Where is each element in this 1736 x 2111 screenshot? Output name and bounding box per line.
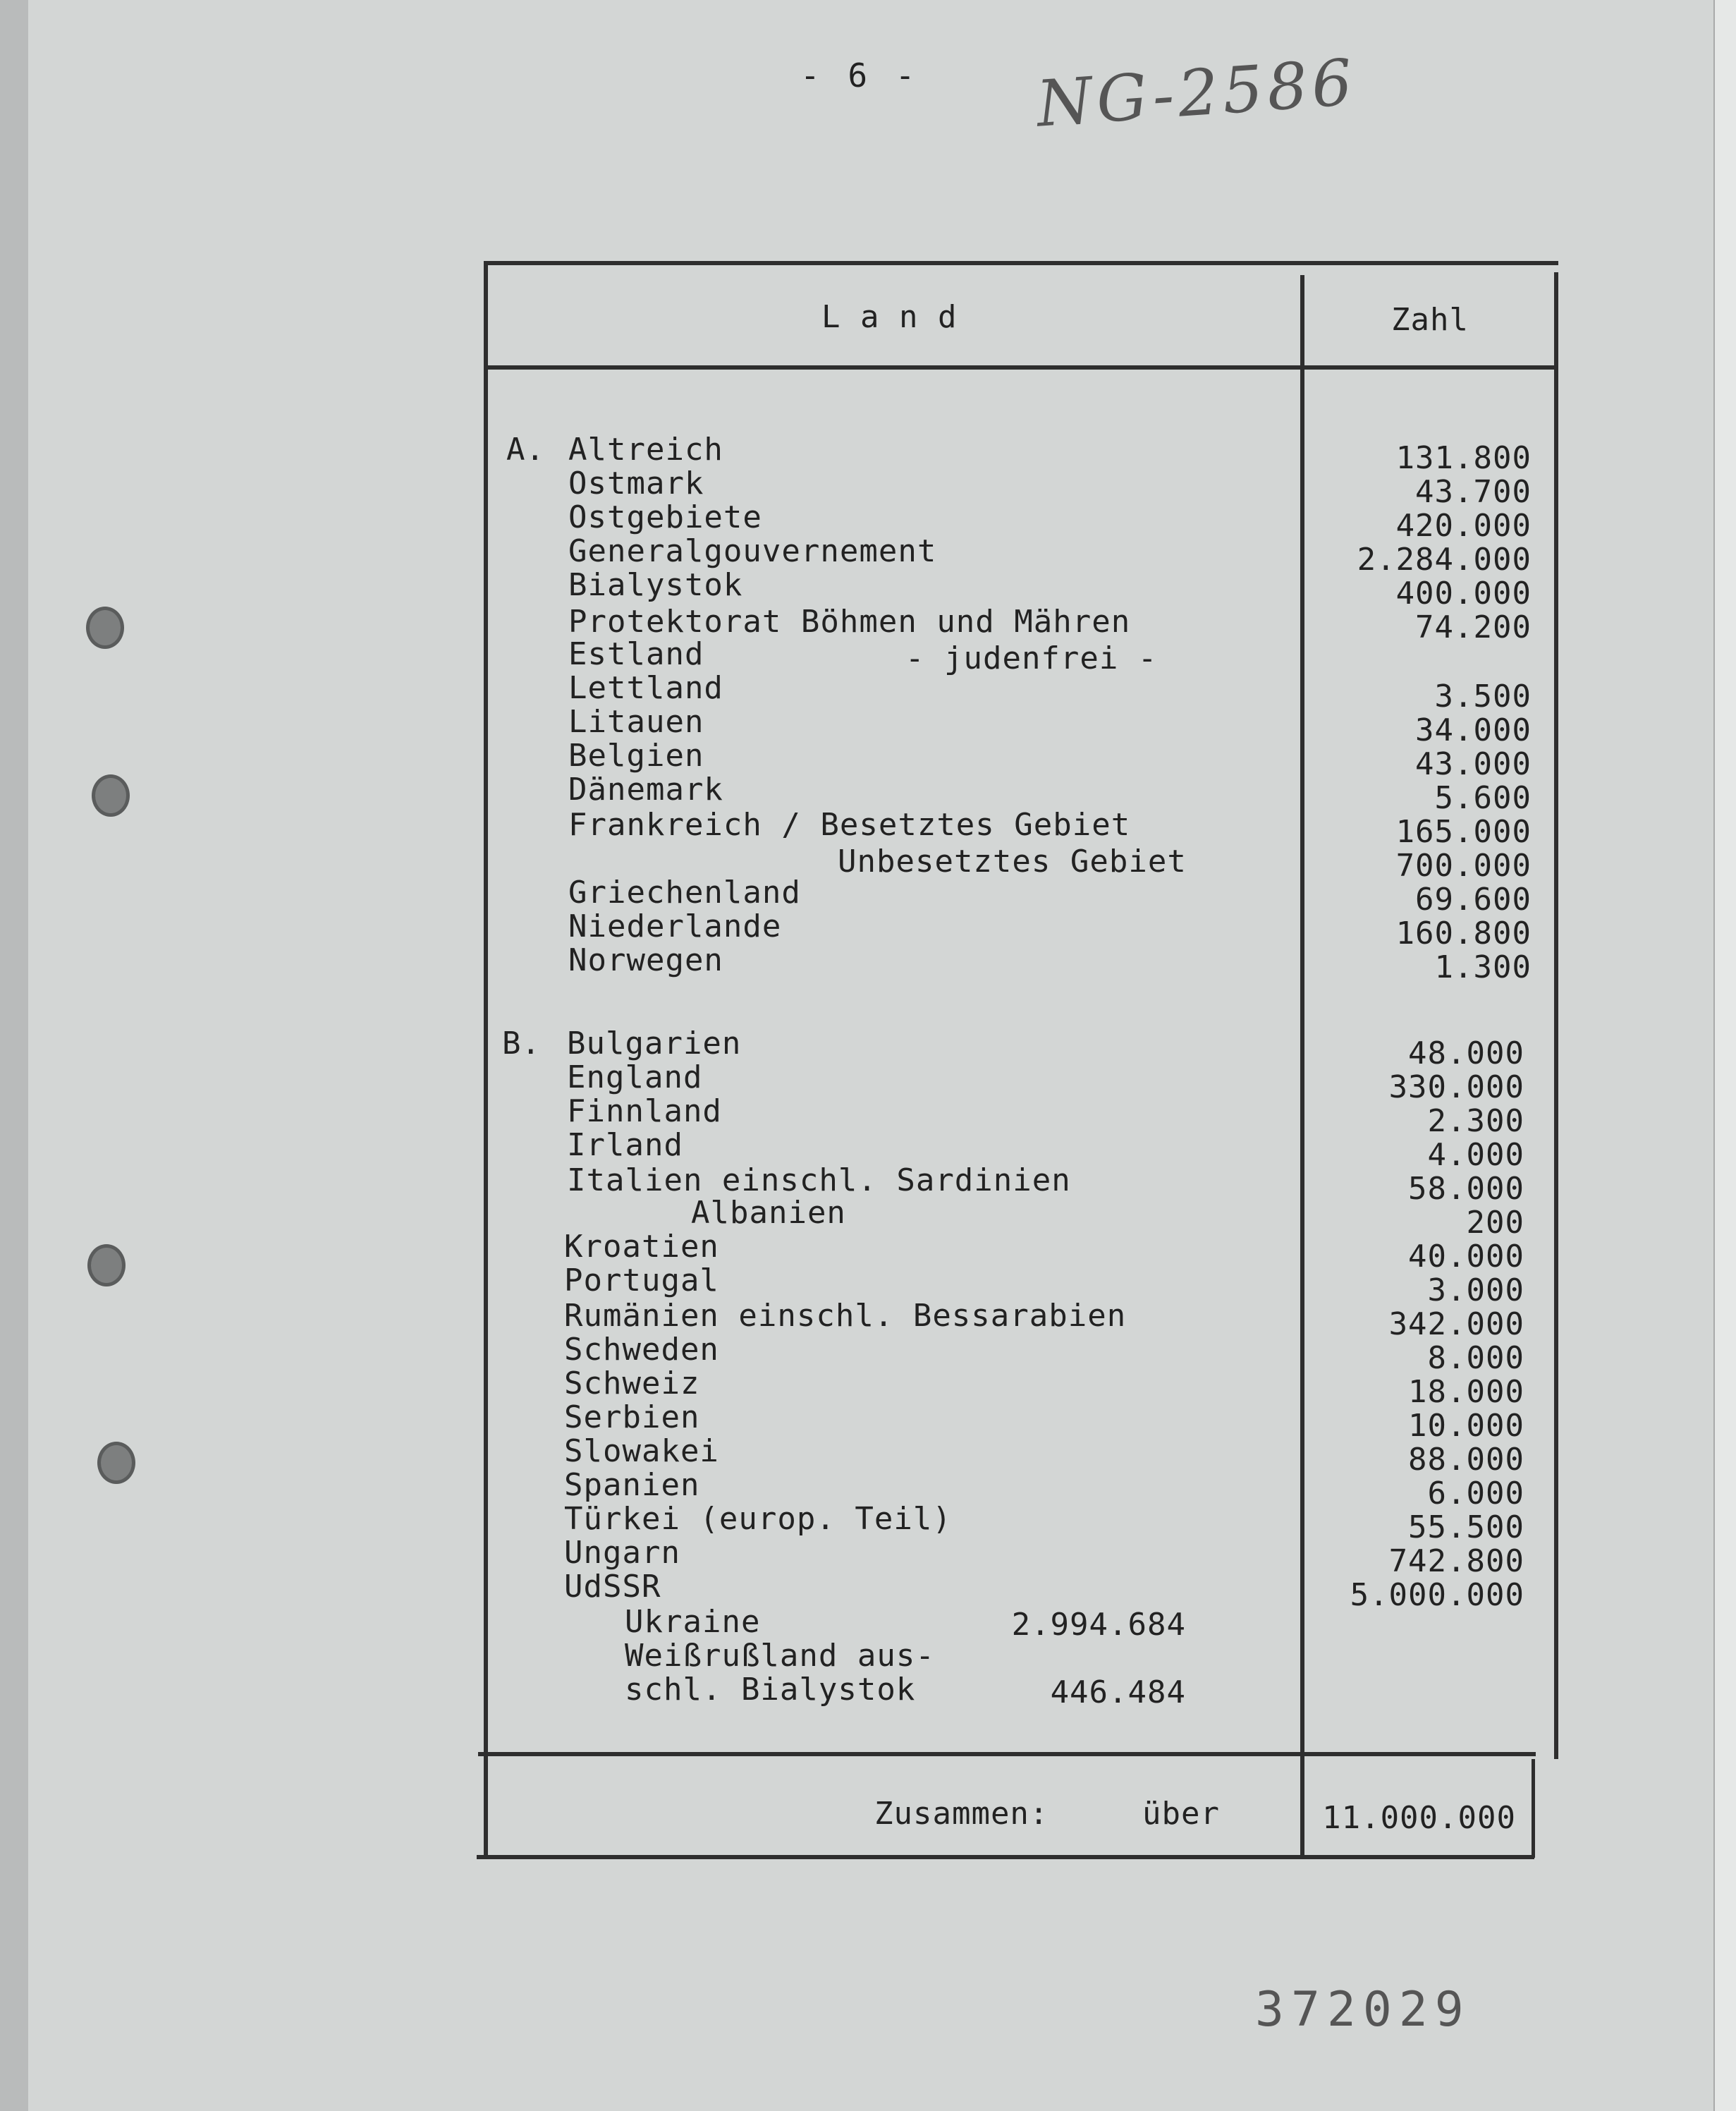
table-right-border-lower xyxy=(1532,1759,1535,1858)
country-count: 400.000 xyxy=(1395,576,1532,612)
country-name: Albanien xyxy=(691,1195,846,1231)
country-name: Griechenland xyxy=(568,875,801,911)
country-count: 43.700 xyxy=(1415,474,1532,510)
country-name: Türkei (europ. Teil) xyxy=(564,1501,952,1537)
country-name: Ostmark xyxy=(568,466,704,501)
country-name: Frankreich / Besetztes Gebiet xyxy=(568,807,1131,843)
country-count: 742.800 xyxy=(1388,1543,1524,1579)
country-name: England xyxy=(567,1059,703,1095)
country-count: 69.600 xyxy=(1415,882,1532,918)
country-name: Bialystok xyxy=(568,567,743,603)
table-column-divider xyxy=(1300,275,1304,1859)
country-name: Rumänien einschl. Bessarabien xyxy=(564,1298,1127,1334)
country-count: 6.000 xyxy=(1427,1476,1524,1511)
udssr-subregion-name: Weißrußland aus- xyxy=(625,1638,935,1674)
country-name: Lettland xyxy=(568,670,723,706)
punch-hole-1 xyxy=(86,607,124,649)
document-reference: NG-2586 xyxy=(1034,45,1359,142)
country-count: 3.500 xyxy=(1434,679,1532,714)
country-count: 2.300 xyxy=(1427,1103,1524,1139)
page-number: - 6 - xyxy=(800,56,919,95)
country-name: Belgien xyxy=(568,738,704,774)
country-count: 330.000 xyxy=(1388,1069,1524,1105)
country-count: 160.800 xyxy=(1395,915,1532,951)
country-name: Finnland xyxy=(567,1093,722,1129)
country-count: 4.000 xyxy=(1427,1137,1524,1173)
country-count: 3.000 xyxy=(1427,1272,1524,1308)
country-name: Italien einschl. Sardinien xyxy=(567,1162,1071,1198)
country-count: 5.600 xyxy=(1434,780,1532,816)
table-left-border xyxy=(484,261,488,1859)
country-name: Unbesetztes Gebiet xyxy=(838,844,1187,880)
country-name: UdSSR xyxy=(564,1569,661,1605)
country-note: - judenfrei - xyxy=(905,640,1158,676)
country-count: 131.800 xyxy=(1395,440,1532,476)
country-name: Serbien xyxy=(564,1399,700,1435)
column-header-land: L a n d xyxy=(821,299,958,335)
country-count: 5.000.000 xyxy=(1350,1577,1524,1613)
country-count: 43.000 xyxy=(1415,746,1532,782)
punch-hole-3 xyxy=(87,1244,126,1286)
country-name: Norwegen xyxy=(568,942,723,978)
total-qualifier: über xyxy=(1142,1796,1220,1832)
country-count: 88.000 xyxy=(1408,1442,1524,1478)
country-name: Dänemark xyxy=(568,772,723,808)
country-count: 40.000 xyxy=(1408,1239,1524,1274)
total-label: Zusammen: xyxy=(874,1796,1049,1832)
country-name: Bulgarien xyxy=(567,1026,742,1061)
country-count: 58.000 xyxy=(1408,1171,1524,1207)
udssr-subregion-count: 446.484 xyxy=(1050,1674,1186,1710)
country-name: Kroatien xyxy=(564,1229,719,1265)
country-count: 8.000 xyxy=(1427,1340,1524,1376)
country-name: Ostgebiete xyxy=(568,499,762,535)
country-name: Estland xyxy=(568,636,704,672)
total-value: 11.000.000 xyxy=(1322,1800,1516,1836)
country-count: 34.000 xyxy=(1415,712,1532,748)
country-count: 2.284.000 xyxy=(1357,542,1532,578)
country-name: Schweden xyxy=(564,1332,719,1368)
group-a-label: A. xyxy=(506,432,545,468)
country-count: 55.500 xyxy=(1408,1509,1524,1545)
country-count: 200 xyxy=(1466,1205,1524,1241)
country-name: Portugal xyxy=(564,1263,719,1298)
country-count: 700.000 xyxy=(1395,848,1532,884)
country-count: 165.000 xyxy=(1395,814,1532,850)
udssr-subregion-name: schl. Bialystok xyxy=(625,1672,916,1708)
country-name: Niederlande xyxy=(568,908,782,944)
table-top-border xyxy=(485,261,1558,265)
table-header-divider xyxy=(487,365,1557,370)
table-right-border xyxy=(1554,272,1558,1759)
country-name: Altreich xyxy=(568,432,723,468)
country-name: Ungarn xyxy=(564,1535,680,1571)
country-count: 18.000 xyxy=(1408,1374,1524,1410)
country-count: 342.000 xyxy=(1388,1306,1524,1342)
country-name: Generalgouvernement xyxy=(568,533,937,569)
country-count: 1.300 xyxy=(1434,949,1532,985)
country-count: 74.200 xyxy=(1415,609,1532,645)
punch-hole-4 xyxy=(97,1442,135,1484)
group-b-label: B. xyxy=(502,1026,541,1061)
column-header-zahl: Zahl xyxy=(1391,302,1469,338)
country-name: Protektorat Böhmen und Mähren xyxy=(568,604,1131,640)
country-count: 10.000 xyxy=(1408,1408,1524,1444)
table-bottom-border xyxy=(477,1855,1534,1859)
udssr-subregion-name: Ukraine xyxy=(625,1604,761,1640)
country-count: 48.000 xyxy=(1408,1035,1524,1071)
table-total-divider xyxy=(478,1752,1536,1756)
country-count: 420.000 xyxy=(1395,508,1532,544)
next-page-edge xyxy=(1713,0,1736,2111)
archive-stamp-number: 372029 xyxy=(1255,1982,1471,2038)
punch-hole-2 xyxy=(92,774,130,817)
country-name: Spanien xyxy=(564,1467,700,1503)
country-name: Slowakei xyxy=(564,1433,719,1469)
udssr-subregion-count: 2.994.684 xyxy=(1011,1607,1186,1643)
country-name: Schweiz xyxy=(564,1365,700,1401)
country-name: Litauen xyxy=(568,704,704,740)
country-name: Irland xyxy=(567,1127,683,1163)
